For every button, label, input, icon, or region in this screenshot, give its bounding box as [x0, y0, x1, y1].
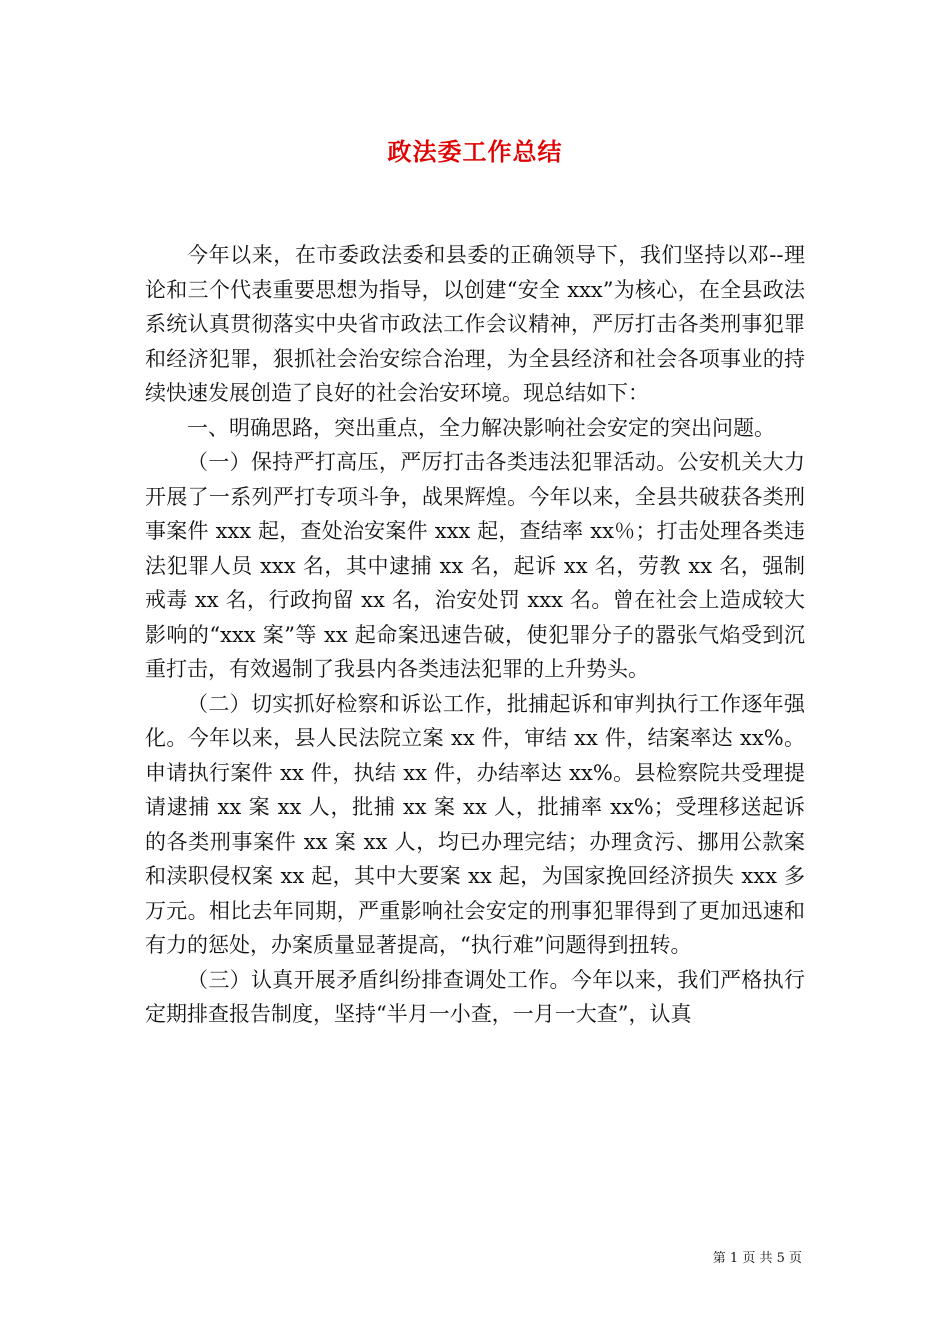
section-heading-1: 一、明确思路，突出重点，全力解决影响社会安定的突出问题。: [187, 415, 775, 440]
intro-paragraph: 今年以来，在市委政法委和县委的正确领导下，我们坚持以邓--理论和三个代表重要思想为指导，以创建“安全 xxx”为核心，在全县政法系统认真贯彻落实中央省市政法工作会议精神，严厉打击各类刑事犯罪和经济犯罪，狠抓社会治安综合治理，为全县经济和社会各项事业的持续快速发展创造了良好的社会治安环境。现总结如下：: [145, 243, 805, 405]
document-body: [145, 238, 805, 1032]
subsection-paragraph-1: （一）保持严打高压，严厉打击各类违法犯罪活动。公安机关大力开展了一系列严打专项斗争，战果辉煌。今年以来，全县共破获各类刑事案件 xxx 起，查处治安案件 xxx 起，查结率 xx％；打击处理各类违法犯罪人员 xxx 名，其中逮捕 xx 名，起诉 xx 名，劳教 xx 名，强制戒毒 xx 名，行政拘留 xx 名，治安处罚 xxx 名。曾在社会上造成较大影响的“xxx 案”等 xx 起命案迅速告破，使犯罪分子的嚣张气焰受到沉重打击，有效遏制了我县内各类违法犯罪的上升势头。: [145, 450, 805, 681]
subsection-paragraph-2: （二）切实抓好检察和诉讼工作，批捕起诉和审判执行工作逐年强化。今年以来，县人民法院立案 xx 件，审结 xx 件，结案率达 xx%。申请执行案件 xx 件，执结 xx 件，办结率达 xx%。县检察院共受理提请逮捕 xx 案 xx 人，批捕 xx 案 xx 人，批捕率 xx%；受理移送起诉的各类刑事案件 xx 案 xx 人，均已办理完结；办理贪污、挪用公款案和渎职侵权案 xx 起，其中大要案 xx 起，为国家挽回经济损失 xxx 多万元。相比去年同期，严重影响社会安定的刑事犯罪得到了更加迅速和有力的惩处，办案质量显著提高，“执行难”问题得到扭转。: [145, 691, 805, 957]
document-title: 政法委工作总结: [387, 137, 563, 166]
subsection-paragraph-3: （三）认真开展矛盾纠纷排查调处工作。今年以来，我们严格执行定期排查报告制度，坚持“半月一小查，一月一大查”，认真: [145, 967, 805, 1026]
page-number-footer: 第 1 页 共 5 页: [712, 1251, 802, 1266]
